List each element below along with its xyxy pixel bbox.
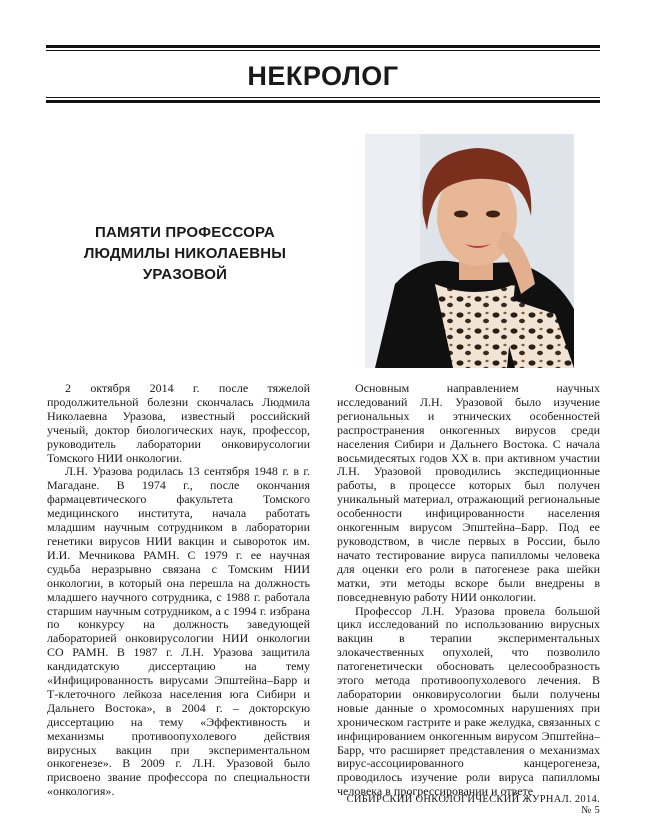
journal-footer: СИБИРСКИЙ ОНКОЛОГИЧЕСКИЙ ЖУРНАЛ. 2014. № 5 — [346, 794, 600, 816]
article-title-line-2: ЛЮДМИЛЫ НИКОЛАЕВНЫ — [83, 245, 287, 262]
article-title — [60, 222, 310, 285]
left-paragraph-1: 2 октября 2014 г. после тяжелой продолжительной болезни скончалась Людмила Николаевна Уразова, известный российский ученый, доктор биологических наук, профессор, руководитель лаборатории онковирусологии Томского НИИ онкологии. — [47, 381, 310, 465]
portrait-photo — [365, 134, 574, 368]
bottom-rule-thin — [46, 97, 600, 98]
top-rule-thin — [46, 50, 600, 51]
right-paragraph-1: Основным направлением научных исследований Л.Н. Уразовой было изучение региональных и этнических особенностей распространения онкогенных вирусов среди населения Сибири и Дальнего Востока. С начала восьмидесятых годов XX в. при активном участии Л.Н. Уразовой проводились экспедиционные работы, в процессе которых был получен уникальный материал, отражающий региональные особенности инфицированности населения онкогенным вирусом Эпштейна–Барр. Под ее руководством, в числе первых в России, было начато тестирование вируса папилломы человека для оценки его роли в патогенезе рака шейки матки, эти методы вскоре были внедрены в повседневную работу НИИ онкологии. — [337, 381, 600, 604]
portrait-illustration — [365, 134, 574, 368]
bottom-rule-thick — [46, 100, 600, 103]
left-column — [47, 382, 310, 799]
left-paragraph-2: Л.Н. Уразова родилась 13 сентября 1948 г. в г. Магадане. В 1974 г., после окончания фармацевтического факультета Томского медицинского института, начала работать младшим научным сотрудником в лаборатории генетики вирусов НИИ вакцин и сывороток им. И.И. Мечникова РАМН. С 1979 г. ее научная судьба неразрывно связана с Томским НИИ онкологии, в который она перешла на должность младшего научного сотрудника, с 1988 г. работала старшим научным сотрудником, а с 1994 г. избрана по конкурсу на должность заведующей лабораторией онковирусологии НИИ онкологии СО РАМН. В 1987 г. Л.Н. Уразова защитила кандидатскую диссертацию на тему «Инфицированность вирусами Эпштейна–Барр и Т-клеточного лейкоза населения юга Сибири и Дальнего Востока», в 2004 г. – докторскую диссертацию на тему «Эффективность и механизмы противоопухолевого действия вирусных вакцин при экспериментальном онкогенезе». В 2009 г. Л.Н. Уразовой было присвоено звание профессора по специальности «онкология». — [47, 464, 310, 799]
article-title-line-3: УРАЗОВОЙ — [142, 266, 228, 283]
section-title: НЕКРОЛОГ — [247, 61, 399, 91]
right-column — [337, 382, 600, 799]
top-rule-thick — [46, 45, 600, 48]
article-title-line-1: ПАМЯТИ ПРОФЕССОРА — [95, 224, 275, 241]
right-paragraph-2: Профессор Л.Н. Уразова провела большой цикл исследований по использованию вирусных вакцин в терапии экспериментальных злокачественных опухолей, что позволило патогенетически обосновать целесообразность этого метода противоопухолевого лечения. В лаборатории онковирусологии были получены новые данные о хромосомных нарушениях при хроническом гастрите и раке желудка, связанных с инфицированием онкогенным вирусом Эпштейна–Барр, что расширяет представления о механизмах вирус-ассоциированного канцерогенеза, проводилось изучение роли вируса папилломы человека в прогрессировании и ответе — [337, 603, 600, 799]
